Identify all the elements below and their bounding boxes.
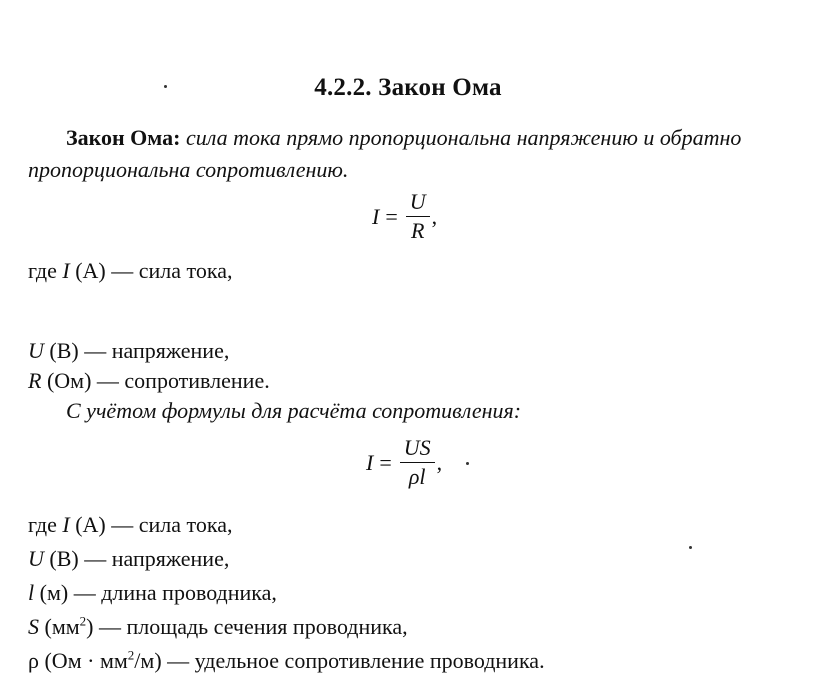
symbol: l	[28, 580, 35, 605]
list-item	[28, 512, 232, 538]
formula-numerator: U	[406, 190, 430, 217]
formula-trailing: ,	[436, 449, 443, 475]
formula-fraction	[406, 190, 430, 243]
list-item	[28, 258, 232, 284]
description-end: /м) — удельное сопротивление проводника.	[134, 648, 545, 673]
formula-lhs: I	[366, 449, 374, 475]
formula-lhs: I	[372, 203, 380, 229]
description: (В) — напряжение,	[43, 338, 230, 363]
formula-numerator: US	[400, 436, 435, 463]
symbol: R	[28, 368, 42, 393]
scan-speck	[689, 546, 692, 549]
scan-speck	[164, 85, 167, 88]
list-item	[28, 580, 277, 606]
description-end: ) — площадь сечения проводника,	[86, 614, 408, 639]
description: (А) — сила тока,	[69, 258, 233, 283]
where-label: где	[28, 258, 57, 283]
law-definition: сила тока прямо пропорциональна напряжению и обратно пропорциональна сопротивлению.	[28, 125, 742, 182]
description-start: (Ом · мм	[38, 648, 128, 673]
description: (В) — напряжение,	[43, 546, 230, 571]
formula-trailing: ,	[431, 203, 438, 229]
formula-fraction	[400, 436, 435, 489]
intro-text: С учётом формулы для расчёта сопротивления:	[66, 398, 522, 423]
law-term: Закон Ома:	[66, 125, 181, 150]
scan-speck	[466, 462, 469, 465]
list-item	[28, 648, 545, 674]
formula-ohm	[372, 190, 437, 243]
symbol: I	[62, 512, 70, 537]
symbol: I	[62, 258, 70, 283]
description: (Ом) — сопротивление.	[41, 368, 270, 393]
list-item	[28, 368, 270, 394]
formula-denominator: ρl	[408, 464, 426, 489]
formula-ohm-resistivity	[366, 436, 442, 489]
section-heading: 4.2.2. Закон Ома	[314, 74, 502, 101]
where-label: где	[28, 512, 57, 537]
description: (А) — сила тока,	[69, 512, 233, 537]
formula-denominator: R	[410, 218, 425, 243]
list-item	[28, 338, 229, 364]
symbol: U	[28, 338, 44, 363]
list-item	[28, 614, 408, 640]
symbol: S	[28, 614, 39, 639]
symbol: ρ	[28, 648, 39, 673]
formula-equals: =	[379, 449, 392, 475]
superscript: 2	[127, 647, 135, 663]
symbol: U	[28, 546, 44, 571]
description: (м) — длина проводника,	[34, 580, 277, 605]
superscript: 2	[79, 613, 87, 629]
law-statement	[28, 122, 788, 186]
list-item	[28, 546, 229, 572]
description-start: (мм	[39, 614, 80, 639]
formula-equals: =	[385, 203, 398, 229]
